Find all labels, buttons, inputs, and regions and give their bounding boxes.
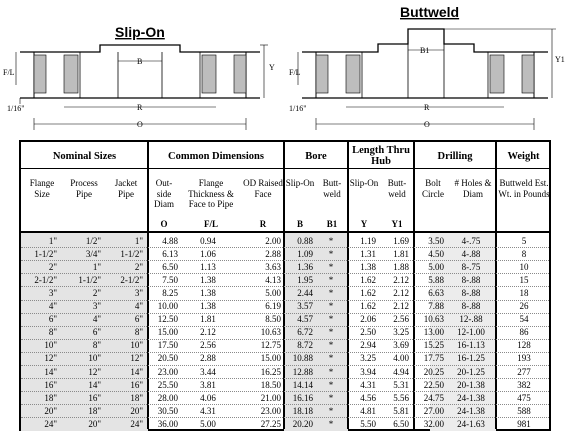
table-cell: 1/2": [85, 235, 101, 246]
table-cell: 8-.88: [461, 274, 481, 285]
table-cell: 128: [517, 340, 531, 351]
symbol-fl: F/L: [203, 219, 218, 229]
table-cell: 1": [92, 261, 101, 272]
group-length-thru-hub: Length Thru Hub: [352, 145, 410, 167]
table-cell: 12": [44, 353, 57, 364]
table-cell: 8-.75: [461, 261, 481, 272]
table-cell: 12-.88: [459, 314, 483, 325]
table-cell: 1.09: [297, 248, 313, 259]
table-cell: 6": [134, 314, 143, 325]
subheader-weight: Buttweld Est. Wt. in Pounds: [498, 178, 550, 199]
table-cell: 4-.75: [461, 235, 481, 246]
dim-y1-label: Y1: [555, 55, 565, 64]
table-cell: 475: [517, 392, 531, 403]
table-cell: *: [328, 261, 334, 272]
table-cell: 20": [130, 405, 143, 416]
table-cell: 1.36: [297, 261, 313, 272]
table-cell: 18: [519, 287, 529, 298]
table-cell: 7.50: [162, 274, 178, 285]
table-cell: 2.88: [265, 248, 281, 259]
table-cell: 8-.88: [461, 301, 481, 311]
table-cell: 20.20: [292, 418, 313, 429]
table-cell: 15.00: [157, 327, 178, 338]
table-cell: 3": [92, 301, 101, 311]
table-cell: 15: [519, 274, 529, 285]
table-cell: 6.63: [428, 287, 444, 298]
table-cell: 3": [48, 287, 57, 298]
subheader-bolt-circle: Bolt Circle: [422, 178, 444, 199]
table-cell: 18.50: [260, 379, 281, 390]
table-cell: 4.00: [393, 353, 409, 364]
table-cell: 30.50: [157, 405, 178, 416]
table-cell: 14": [44, 366, 57, 377]
table-cell: 2": [92, 287, 101, 298]
table-cell: 15.25: [423, 340, 444, 351]
table-cell: 20-1.25: [457, 366, 485, 377]
table-cell: 10": [44, 340, 57, 351]
table-cell: 16": [130, 379, 143, 390]
table-cell: 24-1.38: [457, 405, 485, 416]
table-cell: 4": [48, 301, 57, 311]
symbol-y: Y: [360, 219, 368, 229]
table-cell: 2.12: [393, 274, 409, 285]
table-cell: 4.88: [162, 235, 178, 246]
table-cell: 17.50: [157, 340, 178, 351]
table-cell: 3.69: [393, 340, 409, 351]
symbol-r: R: [259, 219, 267, 229]
symbol-y1: Y1: [391, 219, 403, 229]
table-cell: 5.50: [360, 418, 376, 429]
table-cell: 6.72: [297, 327, 313, 338]
dim-fl-label: F/L: [3, 68, 15, 77]
table-cell: 15.00: [260, 353, 281, 364]
table-cell: 4-.88: [461, 248, 481, 259]
table-cell: 16": [88, 392, 101, 403]
table-cell: 14": [130, 366, 143, 377]
table-cell: 24-1.38: [457, 392, 485, 403]
table-cell: 2": [48, 261, 57, 272]
table-cell: 12": [88, 366, 101, 377]
group-header-rule: [21, 168, 549, 169]
table-cell: 8": [134, 327, 143, 338]
table-cell: 20": [88, 418, 101, 429]
dim-o-label: O: [137, 120, 143, 129]
group-nominal-sizes: Nominal Sizes: [52, 151, 117, 162]
table-cell: 10.63: [423, 314, 444, 325]
subheader-flange-thickness: Flange Thickness & Face to Pipe: [188, 178, 234, 209]
table-cell: 5.81: [393, 405, 409, 416]
table-cell: 5.56: [393, 392, 409, 403]
table-cell: *: [328, 314, 334, 325]
table-cell: 23.00: [260, 405, 281, 416]
table-cell: 8": [48, 327, 57, 338]
table-cell: 2.56: [393, 314, 409, 325]
subheader-outside-diam: Out-side Diam: [154, 178, 174, 209]
table-cell: 10.88: [292, 353, 313, 364]
table-cell: 36.00: [157, 418, 178, 429]
table-cell: 12.88: [292, 366, 313, 377]
table-cell: 4.81: [360, 405, 376, 416]
table-cell: 3.57: [297, 301, 313, 311]
table-cell: 193: [517, 353, 531, 364]
table-cell: 5: [521, 235, 527, 246]
table-cell: 1.62: [360, 274, 376, 285]
table-cell: 2.50: [360, 327, 376, 338]
table-cell: 6": [48, 314, 57, 325]
table-cell: 2.00: [265, 235, 281, 246]
table-cell: *: [328, 235, 334, 246]
table-cell: 0.88: [297, 235, 313, 246]
table-cell: 1.95: [297, 274, 313, 285]
table-cell: 28.00: [157, 392, 178, 403]
dim-gap-label: 1/16": [7, 104, 25, 113]
table-cell: 1": [48, 235, 57, 246]
table-cell: 20-1.38: [457, 379, 485, 390]
dim-r-label-bw: R: [424, 103, 430, 112]
table-cell: 54: [519, 314, 529, 325]
table-cell: 1.62: [360, 287, 376, 298]
group-weight: Weight: [507, 151, 540, 162]
table-cell: 20": [44, 405, 57, 416]
table-cell: 4.31: [360, 379, 376, 390]
table-cell: 588: [517, 405, 531, 416]
table-cell: 6.19: [265, 301, 281, 311]
table-cell: 3.44: [200, 366, 216, 377]
table-cell: 1.69: [393, 235, 409, 246]
table-cell: 10: [519, 261, 529, 272]
table-cell: 5.00: [265, 287, 281, 298]
symbol-b: B: [296, 219, 303, 229]
table-cell: 3.25: [360, 353, 376, 364]
symbol-b1: B1: [326, 219, 338, 229]
subheader-len-slip-on: Slip-On: [349, 178, 379, 188]
table-cell: 16": [44, 379, 57, 390]
group-common-dimensions: Common Dimensions: [168, 151, 264, 162]
table-cell: 18": [88, 405, 101, 416]
table-cell: 2.94: [360, 340, 376, 351]
table-cell: 3.63: [265, 261, 281, 272]
table-cell: 5.31: [393, 379, 409, 390]
table-cell: 10": [88, 353, 101, 364]
table-cell: 18.18: [292, 405, 313, 416]
table-cell: 1-1/2": [120, 248, 143, 259]
table-cell: 18": [130, 392, 143, 403]
table-cell: 7.88: [428, 301, 444, 311]
dim-r-label: R: [137, 103, 143, 112]
table-cell: 18": [44, 392, 57, 403]
dim-b1-label: B1: [420, 46, 430, 55]
table-cell: 1-1/2": [34, 248, 57, 259]
header-rule: [21, 231, 549, 233]
table-cell: 16-1.25: [457, 353, 485, 364]
table-cell: 2.56: [200, 340, 216, 351]
table-cell: *: [328, 274, 334, 285]
table-cell: 26: [519, 301, 529, 311]
group-bore: Bore: [305, 151, 327, 162]
table-cell: 16.25: [260, 366, 281, 377]
table-cell: 16-1.13: [457, 340, 485, 351]
table-cell: *: [328, 248, 334, 259]
table-cell: 3": [134, 287, 143, 298]
dim-gap-label-bw: 1/16": [289, 104, 307, 113]
flange-diagrams: [0, 0, 567, 140]
table-cell: 12": [130, 353, 143, 364]
table-cell: 13.00: [423, 327, 444, 338]
table-cell: 2": [134, 261, 143, 272]
table-cell: 6.50: [393, 418, 409, 429]
dim-o-label-bw: O: [424, 120, 430, 129]
table-cell: 3.81: [200, 379, 216, 390]
table-cell: *: [328, 418, 334, 429]
table-cell: 4.56: [360, 392, 376, 403]
table-cell: 5.00: [428, 261, 444, 272]
table-cell: 2.44: [297, 287, 313, 298]
table-cell: 1.62: [360, 301, 376, 311]
table-cell: 2.12: [393, 287, 409, 298]
table-cell: 12.75: [260, 340, 281, 351]
buttweld-title: Buttweld: [400, 4, 460, 20]
table-cell: 10.00: [157, 301, 178, 311]
table-cell: 6": [92, 327, 101, 338]
table-cell: *: [328, 287, 334, 298]
subheader-len-buttweld: Butt-weld: [387, 178, 407, 199]
table-cell: 2.12: [200, 327, 216, 338]
table-cell: 24": [130, 418, 143, 429]
slip-on-diagram: [3, 24, 275, 130]
table-cell: 4": [92, 314, 101, 325]
table-cell: 1.88: [393, 261, 409, 272]
table-cell: 25.50: [157, 379, 178, 390]
table-cell: 4.57: [297, 314, 313, 325]
table-cell: 8-.88: [461, 287, 481, 298]
table-cell: 8.50: [265, 314, 281, 325]
table-cell: 14.14: [292, 379, 313, 390]
table-cell: 24-1.63: [457, 418, 485, 429]
subheader-bore-buttweld: Butt-weld: [322, 178, 342, 199]
table-cell: 6.50: [162, 261, 178, 272]
table-cell: 3.94: [360, 366, 376, 377]
table-cell: 1-1/2": [78, 274, 101, 285]
table-cell: 22.50: [423, 379, 444, 390]
table-cell: 4.06: [200, 392, 216, 403]
table-cell: 5.00: [200, 418, 216, 429]
table-cell: 4.94: [393, 366, 409, 377]
table-cell: *: [328, 379, 334, 390]
subheader-od-raised-face: OD Raised Face: [243, 178, 283, 199]
table-cell: 1.06: [200, 248, 216, 259]
flange-dimension-table: [19, 140, 551, 431]
table-cell: 981: [517, 418, 531, 429]
table-cell: 8.72: [297, 340, 313, 351]
table-cell: 10.63: [260, 327, 281, 338]
table-cell: 277: [517, 366, 531, 377]
table-cell: 24": [44, 418, 57, 429]
subheader-flange-size: Flange Size: [29, 178, 55, 199]
table-cell: 12-1.00: [457, 327, 485, 338]
subheader-jacket-pipe: Jacket Pipe: [114, 178, 138, 199]
table-cell: 1.38: [200, 274, 216, 285]
table-cell: 20.50: [157, 353, 178, 364]
subheader-bore-slip-on: Slip-On: [285, 178, 315, 188]
table-cell: 86: [519, 327, 529, 338]
dim-y-label: Y: [269, 63, 275, 72]
table-cell: 4.13: [265, 274, 281, 285]
table-cell: 1": [134, 235, 143, 246]
table-cell: 1.31: [360, 248, 376, 259]
table-cell: *: [328, 353, 334, 364]
table-cell: 5.88: [428, 274, 444, 285]
table-cell: *: [328, 327, 334, 338]
table-cell: 2.12: [393, 301, 409, 311]
table-cell: *: [328, 301, 334, 311]
subheader-process-pipe: Process Pipe: [70, 178, 98, 199]
table-cell: 3/4": [85, 248, 101, 259]
table-cell: 0.94: [200, 235, 216, 246]
group-drilling: Drilling: [437, 151, 473, 162]
table-cell: 8: [521, 248, 527, 259]
table-cell: *: [328, 366, 334, 377]
table-cell: 20.25: [423, 366, 444, 377]
table-cell: 2-1/2": [34, 274, 57, 285]
table-cell: 12.50: [157, 314, 178, 325]
dim-fl-label-bw: F/L: [289, 68, 301, 77]
symbol-o: O: [160, 219, 168, 229]
table-cell: 8.25: [162, 287, 178, 298]
table-cell: 8": [92, 340, 101, 351]
table-cell: 4.50: [428, 248, 444, 259]
table-cell: 2-1/2": [120, 274, 143, 285]
table-cell: 27.25: [260, 418, 281, 429]
table-cell: 23.00: [157, 366, 178, 377]
table-cell: *: [328, 405, 334, 416]
table-cell: 1.81: [200, 314, 216, 325]
table-cell: 32.00: [423, 418, 444, 429]
subheader-holes-diam: # Holes & Diam: [454, 178, 492, 199]
table-cell: 6.13: [162, 248, 178, 259]
table-cell: 2.88: [200, 353, 216, 364]
table-cell: *: [328, 340, 334, 351]
table-cell: 17.75: [423, 353, 444, 364]
table-cell: 14": [88, 379, 101, 390]
table-cell: 3.50: [428, 235, 444, 246]
table-cell: 1.13: [200, 261, 216, 272]
table-cell: 10": [130, 340, 143, 351]
table-cell: 1.38: [200, 287, 216, 298]
table-cell: 16.16: [292, 392, 313, 403]
table-cell: 2.06: [360, 314, 376, 325]
table-cell: 382: [517, 379, 531, 390]
table-cell: 1.38: [360, 261, 376, 272]
slip-on-title: Slip-On: [115, 24, 165, 40]
table-cell: 27.00: [423, 405, 444, 416]
table-cell: 1.81: [393, 248, 409, 259]
table-cell: 1.38: [200, 301, 216, 311]
table-cell: 1.19: [360, 235, 376, 246]
table-cell: 4.31: [200, 405, 216, 416]
dim-b-label: B: [137, 57, 143, 66]
table-cell: 3.25: [393, 327, 409, 338]
table-cell: 24.75: [423, 392, 444, 403]
table-cell: 4": [134, 301, 143, 311]
buttweld-diagram: [289, 4, 565, 130]
table-cell: 21.00: [260, 392, 281, 403]
table-cell: *: [328, 392, 334, 403]
